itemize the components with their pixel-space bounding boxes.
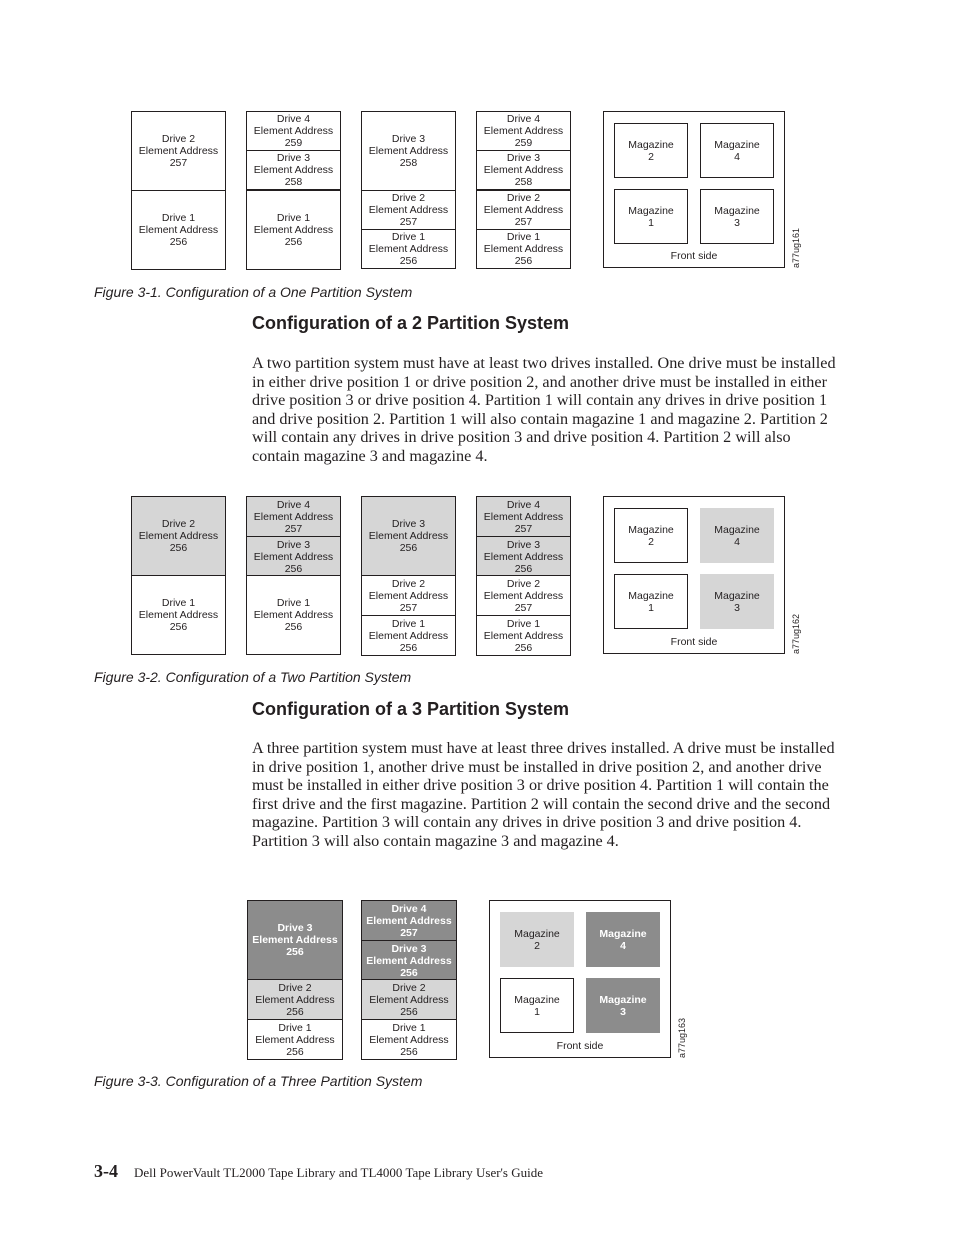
section-heading: Configuration of a 3 Partition System xyxy=(252,699,570,719)
drive-slot: Drive 3 Element Address 256 xyxy=(361,496,456,576)
magazine-slot: Magazine 3 xyxy=(700,574,774,629)
magazine-slot: Magazine 2 xyxy=(614,123,688,178)
drive-slot: Drive 1 Element Address 256 xyxy=(246,575,341,655)
drive-slot: Drive 2 Element Address 256 xyxy=(361,979,457,1020)
figure-caption: Figure 3-3. Configuration of a Three Partition System xyxy=(94,1073,423,1089)
drive-slot: Drive 2 Element Address 257 xyxy=(476,575,571,616)
drive-slot: Drive 2 Element Address 257 xyxy=(476,190,571,230)
footer-title: Dell PowerVault TL2000 Tape Library and TL4000 Tape Library User's Guide xyxy=(134,1165,543,1180)
figure-caption: Figure 3-2. Configuration of a Two Partition System xyxy=(94,669,412,685)
magazine-slot: Magazine 4 xyxy=(700,508,774,563)
drive-slot: Drive 1 Element Address 256 xyxy=(131,575,226,655)
figure-code: a77ug161 xyxy=(791,227,801,268)
drive-slot: Drive 2 Element Address 256 xyxy=(131,496,226,576)
drive-slot: Drive 3 Element Address 258 xyxy=(246,150,341,190)
drive-slot: Drive 4 Element Address 259 xyxy=(246,111,341,151)
drive-slot: Drive 4 Element Address 257 xyxy=(476,496,571,537)
section-body: A three partition system must have at least three drives installed. A drive must be installed in drive position 1, another drive must be installed in drive position 2, and another drive must be installed in either drive position 3 or drive position 4. Partition 1 will contain the first drive and the first magazine. Partition 2 will contain the second drive and the second magazine. Partition 3 will contain any drives in drive position 3 and drive position 4. Partition 3 will also contain magazine 3 and magazine 4. xyxy=(252,739,835,850)
front-panel-frame xyxy=(603,496,785,654)
front-side-label: Front side xyxy=(670,636,718,648)
magazine-slot: Magazine 4 xyxy=(700,123,774,178)
front-panel-frame xyxy=(489,900,671,1058)
drive-slot: Drive 1 Element Address 256 xyxy=(476,229,571,269)
front-side-label: Front side xyxy=(670,250,718,262)
drive-slot: Drive 3 Element Address 258 xyxy=(476,150,571,190)
drive-slot: Drive 1 Element Address 256 xyxy=(361,615,456,656)
drive-slot: Drive 2 Element Address 257 xyxy=(361,575,456,616)
drive-slot: Drive 1 Element Address 256 xyxy=(361,1019,457,1060)
magazine-slot: Magazine 1 xyxy=(614,574,688,629)
drive-slot: Drive 4 Element Address 259 xyxy=(476,111,571,151)
drive-slot: Drive 1 Element Address 256 xyxy=(246,190,341,270)
drive-slot: Drive 4 Element Address 257 xyxy=(246,496,341,537)
drive-slot: Drive 3 Element Address 256 xyxy=(476,536,571,577)
magazine-slot: Magazine 3 xyxy=(700,189,774,244)
drive-slot: Drive 2 Element Address 257 xyxy=(361,190,456,230)
magazine-slot: Magazine 1 xyxy=(500,978,574,1033)
drive-slot: Drive 2 Element Address 256 xyxy=(247,979,343,1020)
figure-code: a77ug162 xyxy=(791,613,801,654)
magazine-slot: Magazine 2 xyxy=(500,912,574,967)
magazine-slot: Magazine 3 xyxy=(586,978,660,1033)
drive-slot: Drive 2 Element Address 257 xyxy=(131,111,226,191)
magazine-slot: Magazine 4 xyxy=(586,912,660,967)
page-footer xyxy=(94,1161,543,1182)
front-side-label: Front side xyxy=(556,1040,604,1052)
section-heading: Configuration of a 2 Partition System xyxy=(252,313,570,333)
figure-caption: Figure 3-1. Configuration of a One Partition System xyxy=(94,284,413,300)
drive-slot: Drive 3 Element Address 256 xyxy=(246,536,341,577)
drive-slot: Drive 1 Element Address 256 xyxy=(247,1019,343,1060)
front-panel-frame xyxy=(603,111,785,268)
drive-slot: Drive 3 Element Address 258 xyxy=(361,111,456,191)
magazine-slot: Magazine 1 xyxy=(614,189,688,244)
drive-slot: Drive 1 Element Address 256 xyxy=(131,190,226,270)
section-body: A two partition system must have at least two drives installed. One drive must be installed in either drive position 1 or drive position 2, and another drive must be installed in either drive position 3 or drive position 4. Partition 1 will contain any drives in drive position 1 and drive position 2. Partition 1 will also contain magazine 1 and magazine 2. Partition 2 will contain any drives in drive position 3 and drive position 4. Partition 2 will also contain magazine 3 and magazine 4. xyxy=(252,354,836,465)
magazine-slot: Magazine 2 xyxy=(614,508,688,563)
page-number: 3-4 xyxy=(94,1161,118,1181)
drive-slot: Drive 1 Element Address 256 xyxy=(361,229,456,269)
figure-code: a77ug163 xyxy=(677,1017,687,1058)
drive-slot: Drive 3 Element Address 256 xyxy=(361,940,457,981)
drive-slot: Drive 1 Element Address 256 xyxy=(476,615,571,656)
drive-slot: Drive 3 Element Address 256 xyxy=(247,900,343,980)
drive-slot: Drive 4 Element Address 257 xyxy=(361,900,457,941)
